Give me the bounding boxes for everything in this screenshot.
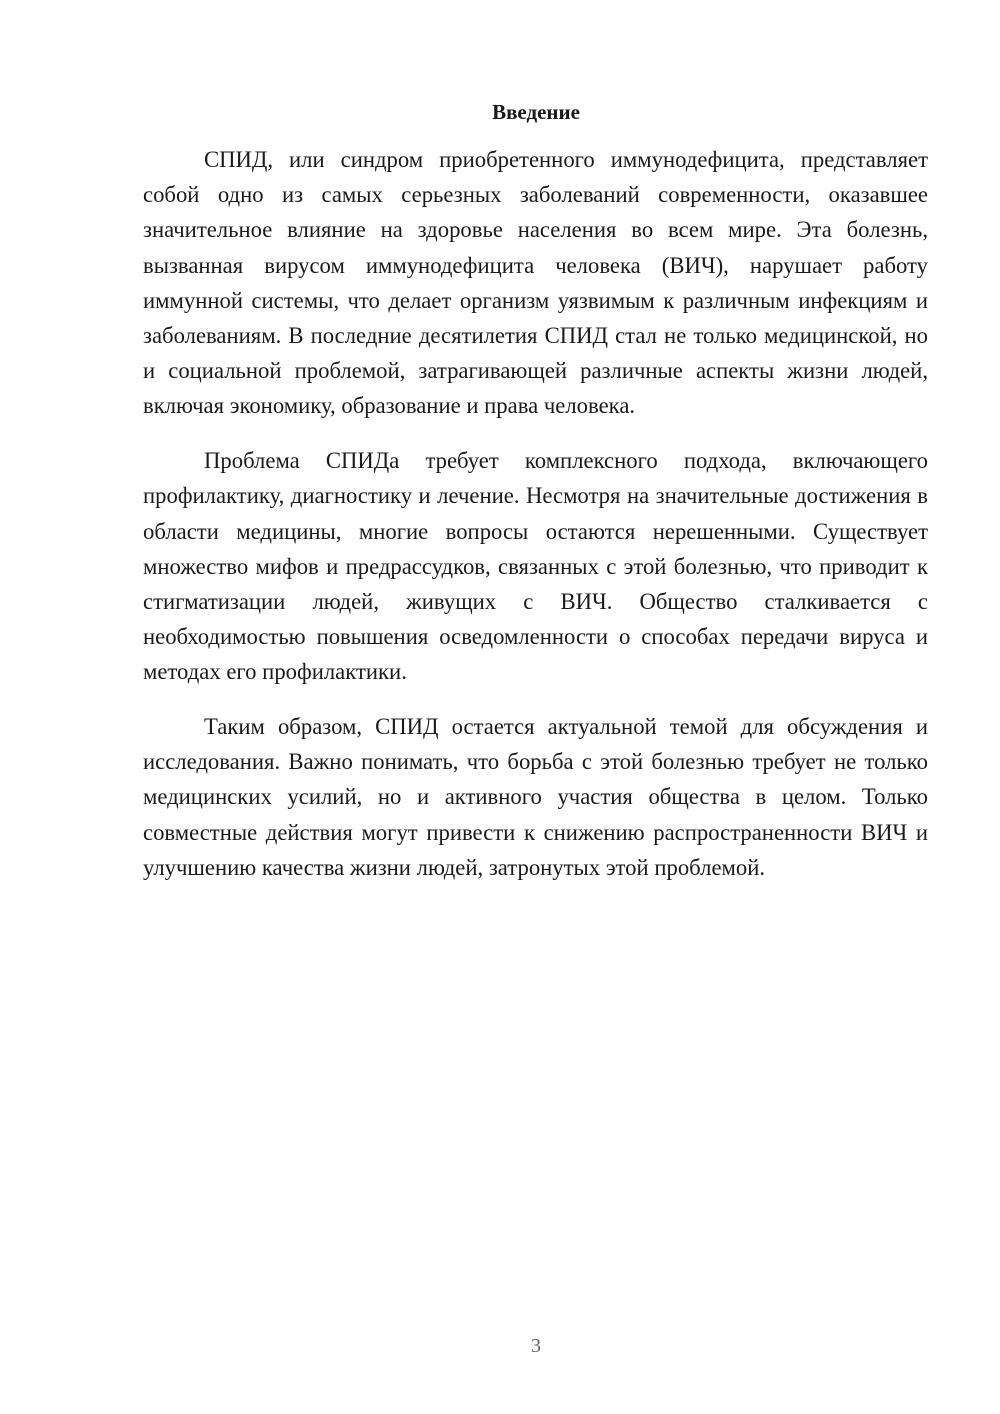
page-number: 3 [531, 1335, 541, 1357]
section-heading: Введение [492, 100, 580, 124]
paragraph-problem: Проблема СПИДа требует комплексного подхода, включающего профилактику, диагностику и лечение. Несмотря на значительные достижения в области медицины, многие вопросы остаются нерешенными. Существует множество мифов и предрассудков, связанных с этой болезнью, что приводит к стигматизации людей, живущих с ВИЧ. Общество сталкивается с необходимостью повышения осведомленности о способах передачи вируса и методах его профилактики. [143, 448, 928, 685]
paragraph-intro: СПИД, или синдром приобретенного иммунодефицита, представляет собой одно из самых серьезных заболеваний современности, оказавшее значительное влияние на здоровье населения во всем мире. Эта болезнь, вызванная вирусом иммунодефицита человека (ВИЧ), нарушает работу иммунной системы, что делает организм уязвимым к различным инфекциям и заболеваниям. В последние десятилетия СПИД стал не только медицинской, но и социальной проблемой, затрагивающей различные аспекты жизни людей, включая экономику, образование и права человека. [143, 147, 928, 419]
body-text [143, 142, 928, 905]
paragraph-conclusion: Таким образом, СПИД остается актуальной темой для обсуждения и исследования. Важно понимать, что борьба с этой болезнью требует не только медицинских усилий, но и активного участия общества в целом. Только совместные действия могут привести к снижению распространенности ВИЧ и улучшению качества жизни людей, затронутых этой проблемой. [143, 714, 928, 880]
